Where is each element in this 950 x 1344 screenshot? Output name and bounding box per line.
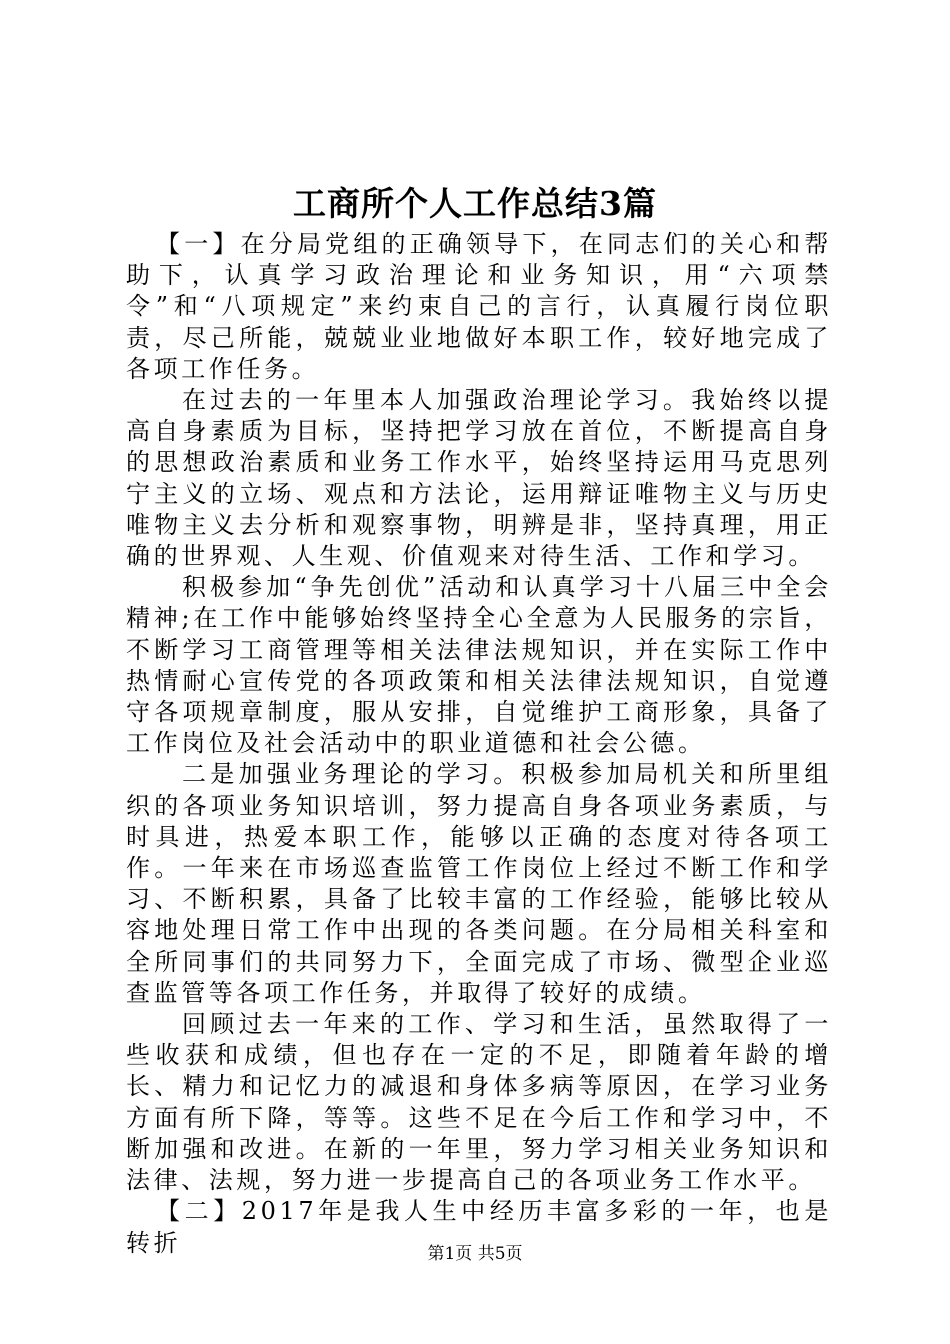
- paragraph-3: 积极参加“争先创优”活动和认真学习十八届三中全会精神;在工作中能够始终坚持全心全意为人民服务的宗旨，不断学习工商管理等相关法律法规知识，并在实际工作中热情耐心宣传党的各项政策和相关法律法规知识，自觉遵守各项规章制度，服从安排，自觉维护工商形象，具备了工作岗位及社会活动中的职业道德和社会公德。: [126, 573, 832, 758]
- paragraph-1: 【一】在分局党组的正确领导下，在同志们的关心和帮助下，认真学习政治理论和业务知识，用“六项禁令”和“八项规定”来约束自己的言行，认真履行岗位职责，尽己所能，兢兢业业地做好本职工作，较好地完成了各项工作任务。: [126, 230, 832, 383]
- paragraph-5: 回顾过去一年来的工作、学习和生活，虽然取得了一些收获和成绩，但也存在一定的不足，即随着年龄的增长、精力和记忆力的减退和身体多病等原因，在学习业务方面有所下降，等等。这些不足在今后工作和学习中，不断加强和改进。在新的一年里，努力学习相关业务知识和法律、法规，努力进一步提高自己的各项业务工作水平。: [126, 1010, 832, 1195]
- paragraph-4: 二是加强业务理论的学习。积极参加局机关和所里组织的各项业务知识培训，努力提高自身各项业务素质，与时具进，热爱本职工作，能够以正确的态度对待各项工作。一年来在市场巡查监管工作岗位上经过不断工作和学习、不断积累，具备了比较丰富的工作经验，能够比较从容地处理日常工作中出现的各类问题。在分局相关科室和全所同事们的共同努力下，全面完成了市场、微型企业巡查监管等各项工作任务，并取得了较好的成绩。: [126, 760, 832, 1007]
- paragraph-6: 【二】2017年是我人生中经历丰富多彩的一年，也是转折: [126, 1197, 832, 1257]
- page-footer: 第1页 共5页: [427, 1244, 523, 1264]
- document-body: [126, 229, 832, 1259]
- document-title: 工商所个人工作总结3篇: [293, 184, 657, 223]
- paragraph-2: 在过去的一年里本人加强政治理论学习。我始终以提高自身素质为目标，坚持把学习放在首位，不断提高自身的思想政治素质和业务工作水平，始终坚持运用马克思列宁主义的立场、观点和方法论，运用辩证唯物主义与历史唯物主义去分析和观察事物，明辨是非，坚持真理，用正确的世界观、人生观、价值观来对待生活、工作和学习。: [126, 386, 832, 571]
